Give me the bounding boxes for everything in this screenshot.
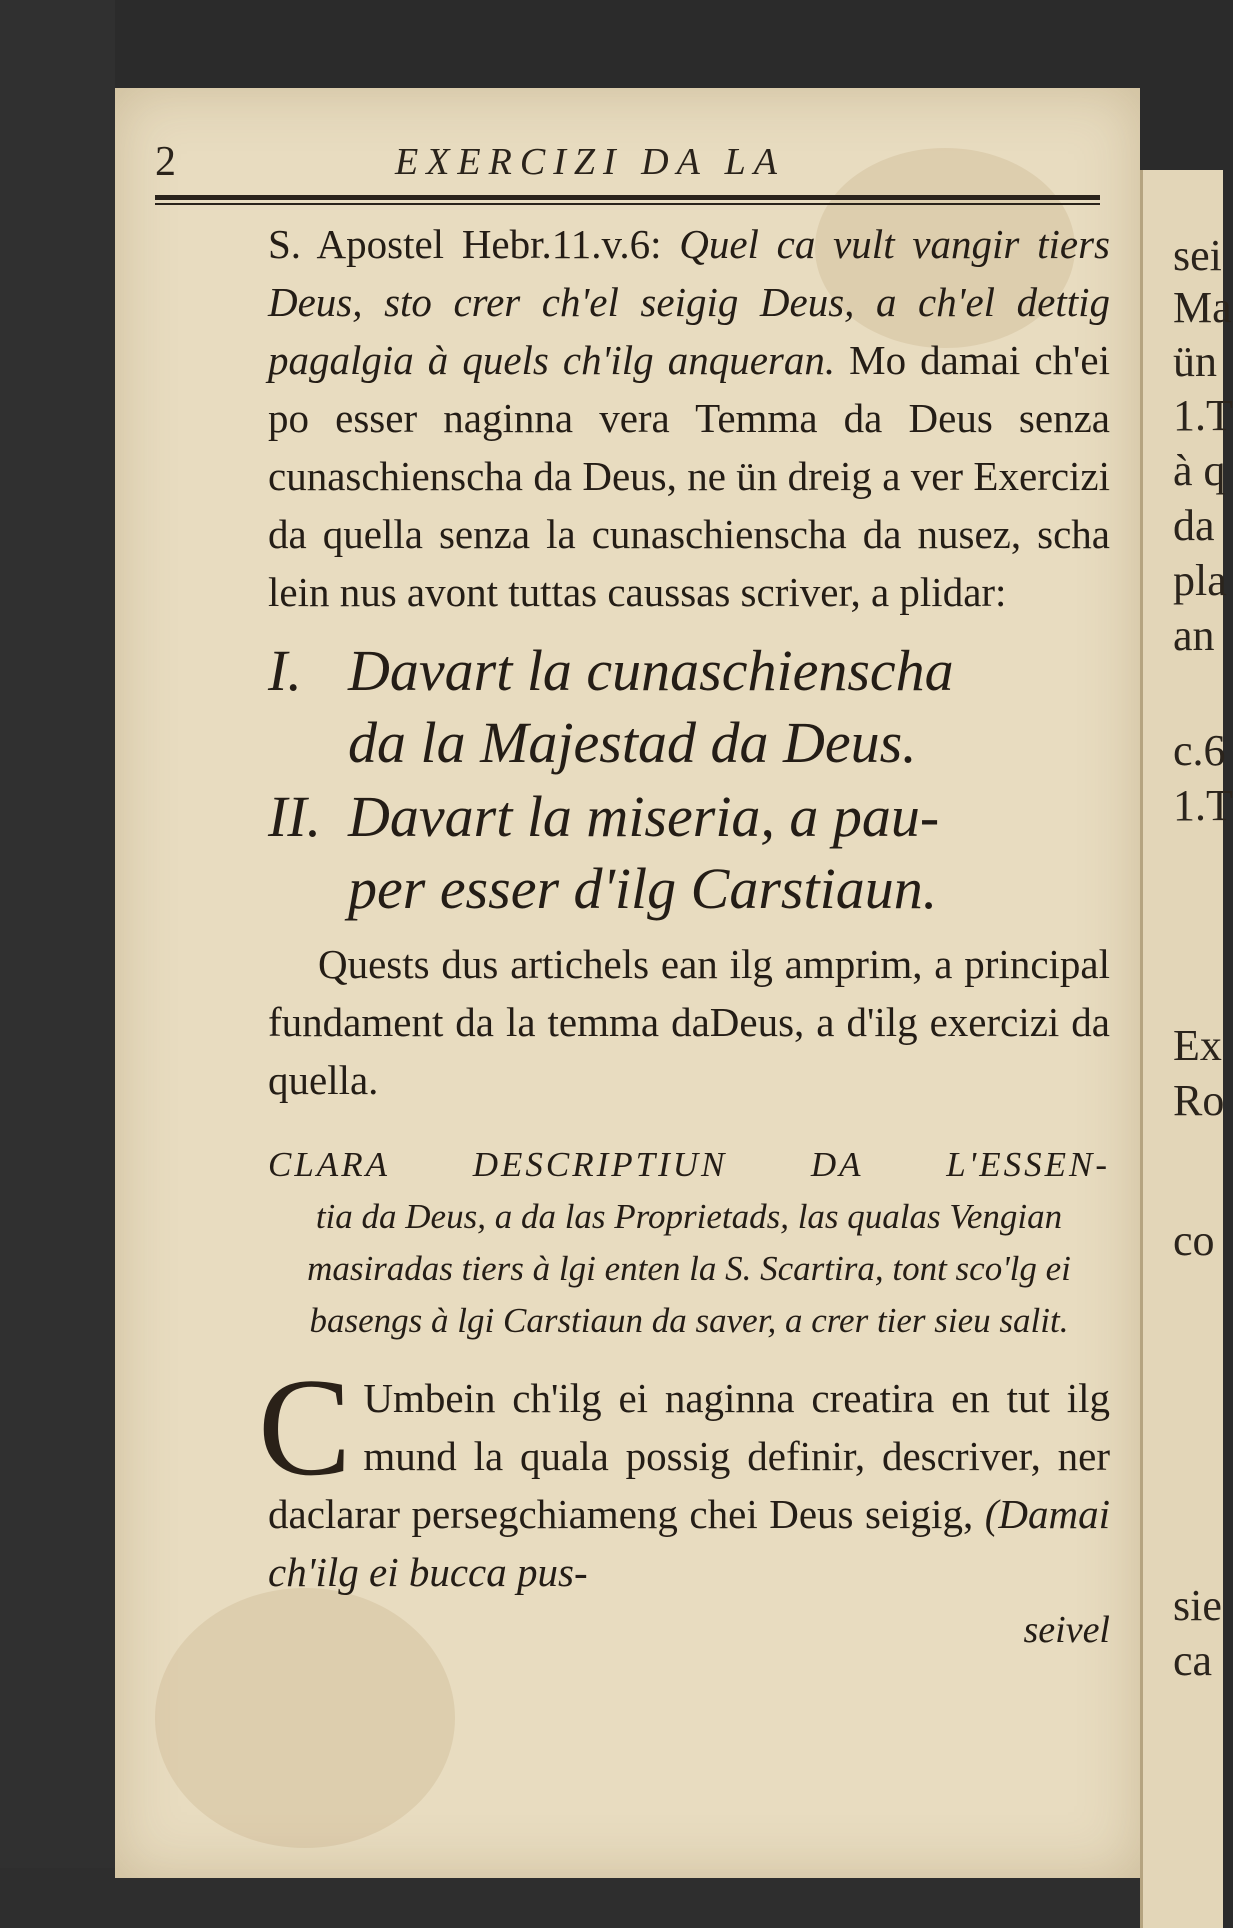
catchword: seivel (1023, 1609, 1110, 1651)
heading-number: II. (268, 784, 322, 849)
heading-1 (268, 635, 1110, 779)
heading-2 (268, 781, 1110, 925)
heading-number: I. (268, 638, 302, 703)
section-title-line: CLARA DESCRIPTIUN DA L'ESSEN- (268, 1145, 1110, 1184)
running-title: EXERCIZI DA LA (395, 141, 785, 183)
paragraph-text: Umbein ch'ilg ei naginna creatira en tut ilg mund la quala possig definir, descriver, ner daclarar persegchiameng chei Deus seigig, (268, 1375, 1110, 1537)
head-rule-thin (155, 203, 1100, 205)
facing-text: sei (1173, 231, 1222, 280)
paragraph-3 (258, 1350, 1110, 1601)
paragraph-2: Quests dus artichels ean ilg amprim, a principal fundament da la temma daDeus, a d'ilg exercizi da quella. (268, 941, 1110, 1103)
facing-text: ün (1173, 337, 1217, 386)
heading-line: Davart la miseria, a pau- (348, 784, 940, 849)
facing-text: da (1173, 501, 1215, 550)
running-head (155, 138, 1100, 198)
heading-line: da la Majestad da Deus. (348, 710, 917, 775)
heading-line: Davart la cunaschienscha (348, 638, 954, 703)
facing-text: Ma (1173, 283, 1232, 332)
head-rule (155, 195, 1100, 200)
facing-text: c.6 (1173, 726, 1226, 775)
heading-line: per esser d'ilg Carstiaun. (348, 856, 938, 921)
paragraph-italic: (Damai ch'ilg ei bucca pus- (268, 1491, 1110, 1595)
article-headings (268, 635, 1110, 925)
section-title (268, 1139, 1110, 1347)
facing-page-edge (1140, 170, 1233, 1928)
page-body (258, 215, 1111, 1659)
facing-text: pla (1173, 556, 1227, 605)
facing-text: sie (1173, 1581, 1222, 1630)
scripture-quote: Quel ca vult vangir tiers Deus, sto crer ch'el seigig Deus, a ch'el dettig pagalgia à quels ch'ilg anqueran. (268, 221, 1111, 383)
dark-background (0, 0, 115, 1928)
paragraph-1 (268, 215, 1110, 621)
section-title-rest: tia da Deus, a da las Proprietads, las qualas Vengian masiradas tiers à lgi enten la S. Scartira, tont sco'lg ei basengs à lgi Carstiaun da saver, a crer tier sieu salit. (307, 1197, 1071, 1340)
citation: S. Apostel Hebr.11.v.6: (268, 221, 662, 267)
facing-text: à q (1173, 446, 1226, 495)
facing-text: 1.T (1173, 391, 1233, 440)
facing-text: ca (1173, 1636, 1213, 1685)
facing-text: co (1173, 1216, 1215, 1265)
facing-text: Ex (1173, 1021, 1222, 1070)
facing-text: Ro (1173, 1076, 1225, 1125)
facing-text: 1.T (1173, 781, 1233, 830)
drop-cap: C (258, 1350, 352, 1505)
facing-text: an (1173, 611, 1215, 660)
page-number: 2 (155, 139, 176, 185)
paragraph-text: Mo damai ch'ei po esser naginna vera Temma da Deus senza cunaschienscha da Deus, ne ün dreig a ver Exercizi da quella senza la cunaschienscha da nusez, scha lein nus avont tuttas caussas scriver, a plidar: (268, 337, 1111, 615)
